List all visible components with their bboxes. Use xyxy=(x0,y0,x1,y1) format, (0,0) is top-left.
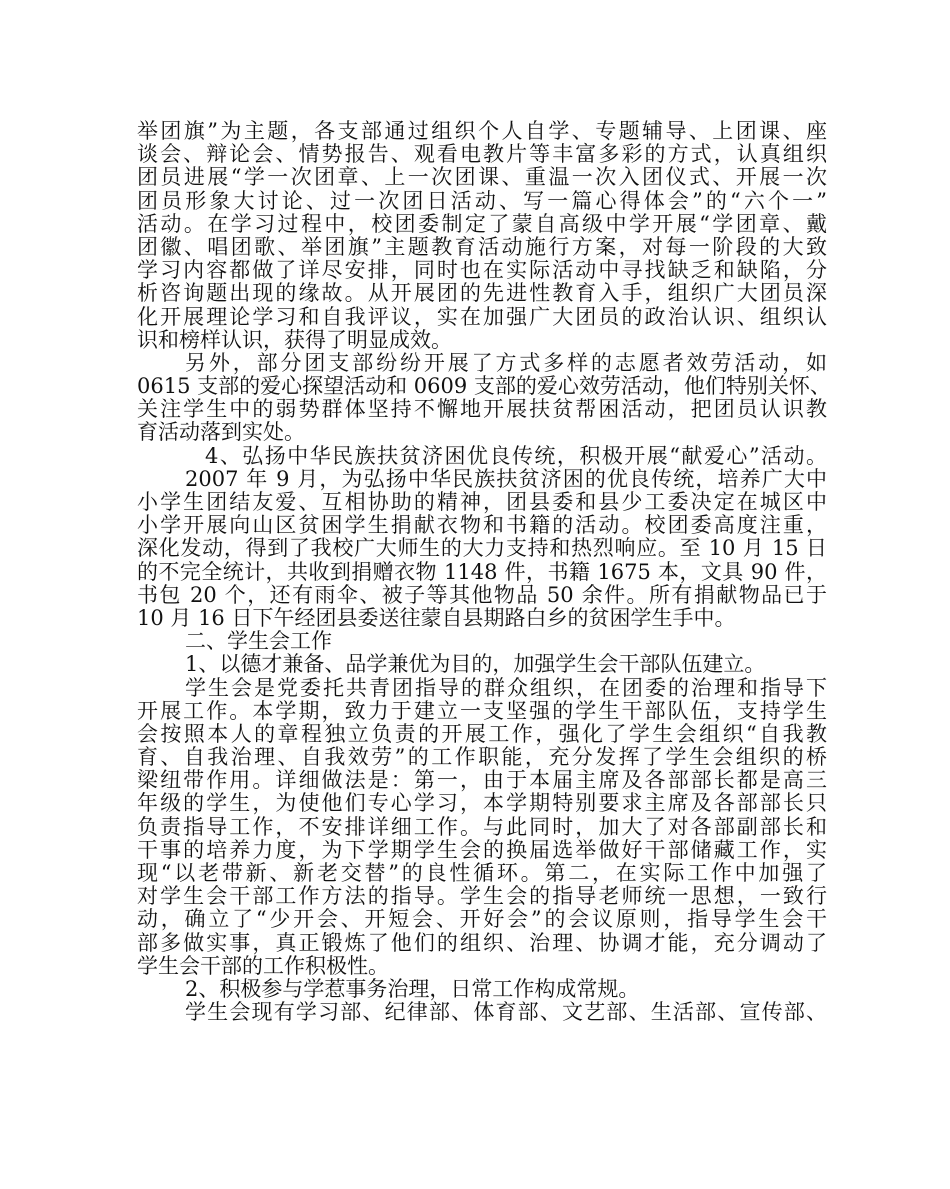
text-line: 小学开展向山区贫困学生捐献衣物和书籍的活动。校团委高度注重， xyxy=(137,513,827,538)
text-line: 学生会现有学习部、纪律部、体育部、文艺部、生活部、宣传部、 xyxy=(185,1000,827,1025)
text-line: 团员进展“学一次团章、上一次团课、重温一次入团仪式、开展一次 xyxy=(137,165,827,190)
text-line: 1、以德才兼备、品学兼优为目的，加强学生会干部队伍建立。 xyxy=(185,652,766,677)
text-line: 现“以老带新、新老交替”的良性循环。第二，在实际工作中加强了 xyxy=(137,861,827,885)
text-line: 团员形象大讨论、过一次团日活动、写一篇心得体会”的“六个一” xyxy=(137,188,827,213)
text-line: 举团旗”为主题，各支部通过组织个人自学、专题辅导、上团课、座 xyxy=(137,119,827,143)
text-line: 梁纽带作用。详细做法是：第一，由于本届主席及各部部长都是高三 xyxy=(137,768,827,793)
text-line: 学习内容都做了详尽安排，同时也在实际活动中寻找缺乏和缺陷，分 xyxy=(137,258,827,283)
text-line: 育活动落到实处。 xyxy=(137,420,305,445)
text-line: 干事的培养力度，为下学期学生会的换届选举做好干部储藏工作，实 xyxy=(137,837,827,862)
text-line: 识和榜样认识，获得了明显成效。 xyxy=(137,327,452,352)
text-line: 10 月 16 日下午经团县委送往蒙自县期路白乡的贫困学生手中。 xyxy=(137,605,736,630)
text-line: 小学生团结友爱、互相协助的精神，团县委和县少工委决定在城区中 xyxy=(137,490,827,514)
text-line: 活动。在学习过程中，校团委制定了蒙自高级中学开展“学团章、戴 xyxy=(137,211,827,236)
text-line: 深化发动，得到了我校广大师生的大力支持和热烈响应。至 10 月 15 日 xyxy=(137,536,827,561)
text-line: 书包 20 个，还有雨伞、被子等其他物品 50 余件。所有捐献物品已于 xyxy=(137,582,827,607)
text-line: 年级的学生，为使他们专心学习，本学期特别要求主席及各部部长只 xyxy=(137,791,827,816)
text-line: 团徽、唱团歌、举团旗”主题教育活动施行方案，对每一阶段的大致 xyxy=(137,234,827,259)
text-line: 关注学生中的弱势群体坚持不懈地开展扶贫帮困活动，把团员认识教 xyxy=(137,397,827,422)
text-line: 会按照本人的章程独立负责的开展工作，强化了学生会组织“自我教 xyxy=(137,721,827,746)
document-page xyxy=(137,119,831,1025)
text-line: 的不完全统计，共收到捐赠衣物 1148 件，书籍 1675 本，文具 90 件， xyxy=(137,559,827,584)
text-line: 谈会、辩论会、情势报告、观看电教片等丰富多彩的方式，认真组织 xyxy=(137,142,827,167)
text-line: 对学生会干部工作方法的指导。学生会的指导老师统一思想，一致行 xyxy=(137,884,827,909)
text-line: 开展工作。本学期，致力于建立一支坚强的学生干部队伍，支持学生 xyxy=(137,698,827,723)
text-line: 4、弘扬中华民族扶贫济困优良传统，积极开展“献爱心”活动。 xyxy=(205,443,827,468)
text-line: 动，确立了“少开会、开短会、开好会”的会议原则，指导学生会干 xyxy=(137,907,827,932)
text-line: 0615 支部的爱心探望活动和 0609 支部的爱心效劳活动，他们特别关怀、 xyxy=(137,374,831,399)
text-line: 析咨询题出现的缘故。从开展团的先进性教育入手，组织广大团员深 xyxy=(137,281,827,306)
text-line: 学生会干部的工作积极性。 xyxy=(137,953,389,978)
text-line: 2007 年 9 月，为弘扬中华民族扶贫济困的优良传统，培养广大中 xyxy=(185,466,827,491)
text-line: 部多做实事，真正锻炼了他们的组织、治理、协调才能，充分调动了 xyxy=(137,930,827,955)
text-line: 另外，部分团支部纷纷开展了方式多样的志愿者效劳活动，如 xyxy=(185,350,827,375)
text-line: 育、自我治理、自我效劳”的工作职能，充分发挥了学生会组织的桥 xyxy=(137,745,827,770)
text-line: 二、学生会工作 xyxy=(185,629,332,654)
text-line: 化开展理论学习和自我评议，实在加强广大团员的政治认识、组织认 xyxy=(137,304,827,329)
text-line: 负责指导工作，不安排详细工作。与此同时，加大了对各部副部长和 xyxy=(137,814,827,839)
text-line: 学生会是党委托共青团指导的群众组织，在团委的治理和指导下 xyxy=(185,675,827,700)
text-line: 2、积极参与学惹事务治理，日常工作构成常规。 xyxy=(185,976,640,1001)
